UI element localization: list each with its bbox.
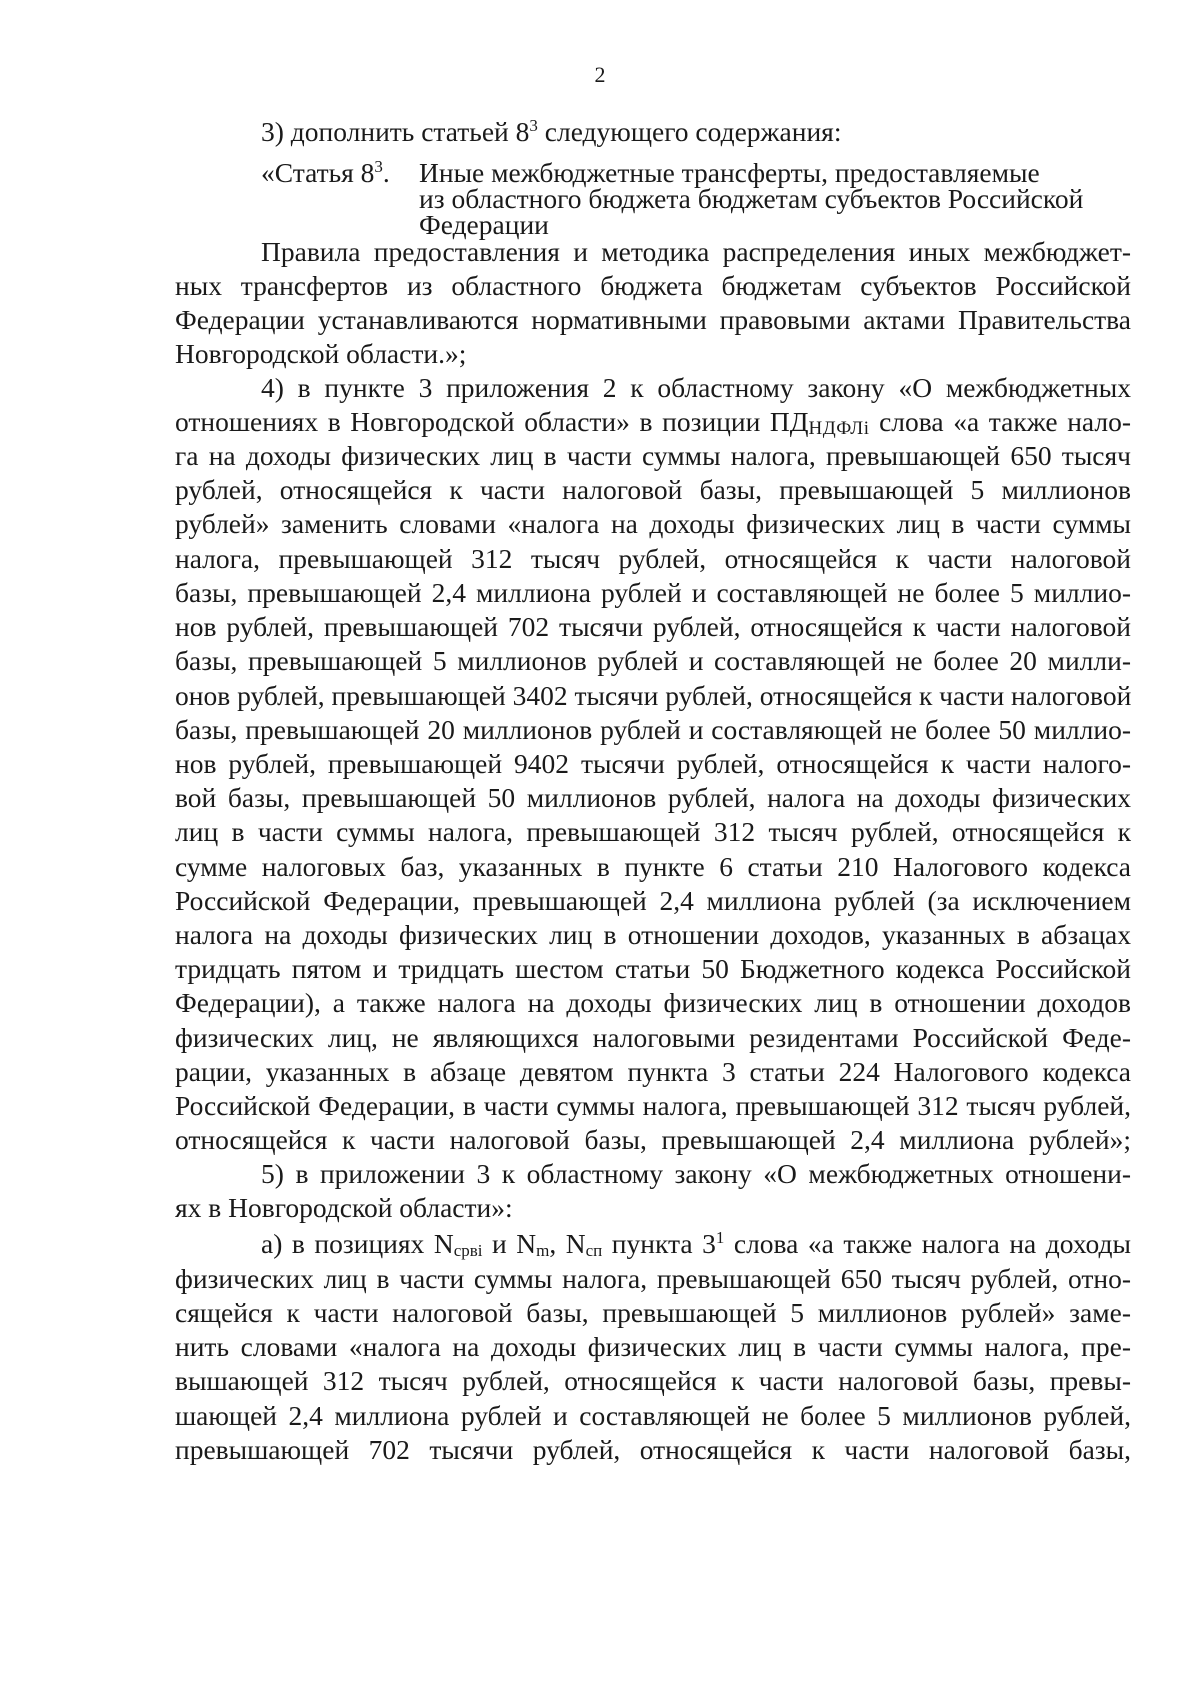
item-4-line: налога на доходы физических лиц в отношении доходов, указанных в абзацах bbox=[175, 919, 1131, 950]
article-title-line: Федерации bbox=[419, 209, 549, 240]
item-4-line: базы, превышающей 20 миллионов рублей и составляющей не более 50 миллио- bbox=[175, 714, 1131, 745]
item-4-line: нов рублей, превышающей 702 тысячи рублей, относящейся к части налоговой bbox=[175, 611, 1131, 642]
item-5a-line: шающей 2,4 миллиона рублей и составляющей не более 5 миллионов рублей, bbox=[175, 1400, 1131, 1431]
item-4-line: Российской Федерации, в части суммы налога, превышающей 312 тысяч рублей, bbox=[175, 1090, 1131, 1121]
item-5a-line: физических лиц в части суммы налога, превышающей 650 тысяч рублей, отно- bbox=[175, 1263, 1131, 1294]
item-4-line: лиц в части суммы налога, превышающей 312 тысяч рублей, относящейся к bbox=[175, 816, 1131, 847]
item-4-line: отношениях в Новгородской области» в позиции $ПД_{НДФЛi}$ слова «а также нало- bbox=[175, 406, 1131, 439]
item-5-line: 5) в приложении 3 к областному закону «О межбюджетных отношени- bbox=[261, 1158, 1131, 1189]
item-4-line: Российской Федерации, превышающей 2,4 миллиона рублей (за исключением bbox=[175, 885, 1131, 916]
item-5a-line: а) в позициях $N_{срвi}$ и $N_m$, $N_{сп}$ пункта $3^1$ слова «а также налога на доходы bbox=[261, 1228, 1131, 1260]
item-5a-line: сящейся к части налоговой базы, превышающей 5 миллионов рублей» заме- bbox=[175, 1297, 1131, 1328]
item-4-line: вой базы, превышающей 50 миллионов рублей, налога на доходы физических bbox=[175, 782, 1131, 813]
item-4-line: рублей, относящейся к части налоговой базы, превышающей 5 миллионов bbox=[175, 474, 1131, 505]
item-4-line: относящейся к части налоговой базы, превышающей 2,4 миллиона рублей»; bbox=[175, 1124, 1131, 1155]
item-4-line: сумме налоговых баз, указанных в пункте 6 статьи 210 Налогового кодекса bbox=[175, 851, 1131, 882]
article-heading-label: «Статья $8^3$. bbox=[261, 157, 390, 188]
item-4-line: нов рублей, превышающей 9402 тысячи рублей, относящейся к части налого- bbox=[175, 748, 1131, 779]
paragraph-line: Правила предоставления и методика распределения иных межбюджет- bbox=[261, 236, 1131, 267]
item-4-line: га на доходы физических лиц в части суммы налога, превышающей 650 тысяч bbox=[175, 440, 1131, 471]
item-5a-line: вышающей 312 тысяч рублей, относящейся к части налоговой базы, превы- bbox=[175, 1365, 1131, 1396]
paragraph-line: ных трансфертов из областного бюджета бюджетам субъектов Российской bbox=[175, 270, 1131, 301]
article-title-line: из областного бюджета бюджетам субъектов Российской bbox=[419, 183, 1084, 214]
item-4-line: онов рублей, превышающей 3402 тысячи рублей, относящейся к части налоговой bbox=[175, 680, 1132, 711]
item-4-line: рации, указанных в абзаце девятом пункта 3 статьи 224 Налогового кодекса bbox=[175, 1056, 1131, 1087]
item-4-line: рублей» заменить словами «налога на доходы физических лиц в части суммы bbox=[175, 508, 1131, 539]
item-5-line: ях в Новгородской области»: bbox=[175, 1192, 513, 1223]
item-4-line: тридцать пятом и тридцать шестом статьи 50 Бюджетного кодекса Российской bbox=[175, 953, 1131, 984]
item-4-line: физических лиц, не являющихся налоговыми резидентами Российской Феде- bbox=[175, 1022, 1131, 1053]
item-4-line: налога, превышающей 312 тысяч рублей, относящейся к части налоговой bbox=[175, 543, 1131, 574]
article-title-line: Иные межбюджетные трансферты, предоставляемые bbox=[419, 157, 1040, 188]
item-5a-line: нить словами «налога на доходы физических лиц в части суммы налога, пре- bbox=[175, 1331, 1131, 1362]
item-4-line: 4) в пункте 3 приложения 2 к областному закону «О межбюджетных bbox=[261, 372, 1131, 403]
article-title bbox=[419, 157, 1139, 240]
item-4-line: Федерации), а также налога на доходы физических лиц в отношении доходов bbox=[175, 987, 1131, 1018]
item-4-line: базы, превышающей 5 миллионов рублей и составляющей не более 20 милли- bbox=[175, 645, 1131, 676]
paragraph-line: Новгородской области.»; bbox=[175, 338, 467, 369]
page-number: 2 bbox=[594, 62, 606, 87]
item-5a-line: превышающей 702 тысячи рублей, относящейся к части налоговой базы, bbox=[175, 1434, 1131, 1465]
paragraph-line: Федерации устанавливаются нормативными правовыми актами Правительства bbox=[175, 304, 1131, 335]
item-4-line: базы, превышающей 2,4 миллиона рублей и составляющей не более 5 миллио- bbox=[175, 577, 1131, 608]
item-3-intro: 3) дополнить статьей $8^3$ следующего содержания: bbox=[261, 116, 842, 147]
